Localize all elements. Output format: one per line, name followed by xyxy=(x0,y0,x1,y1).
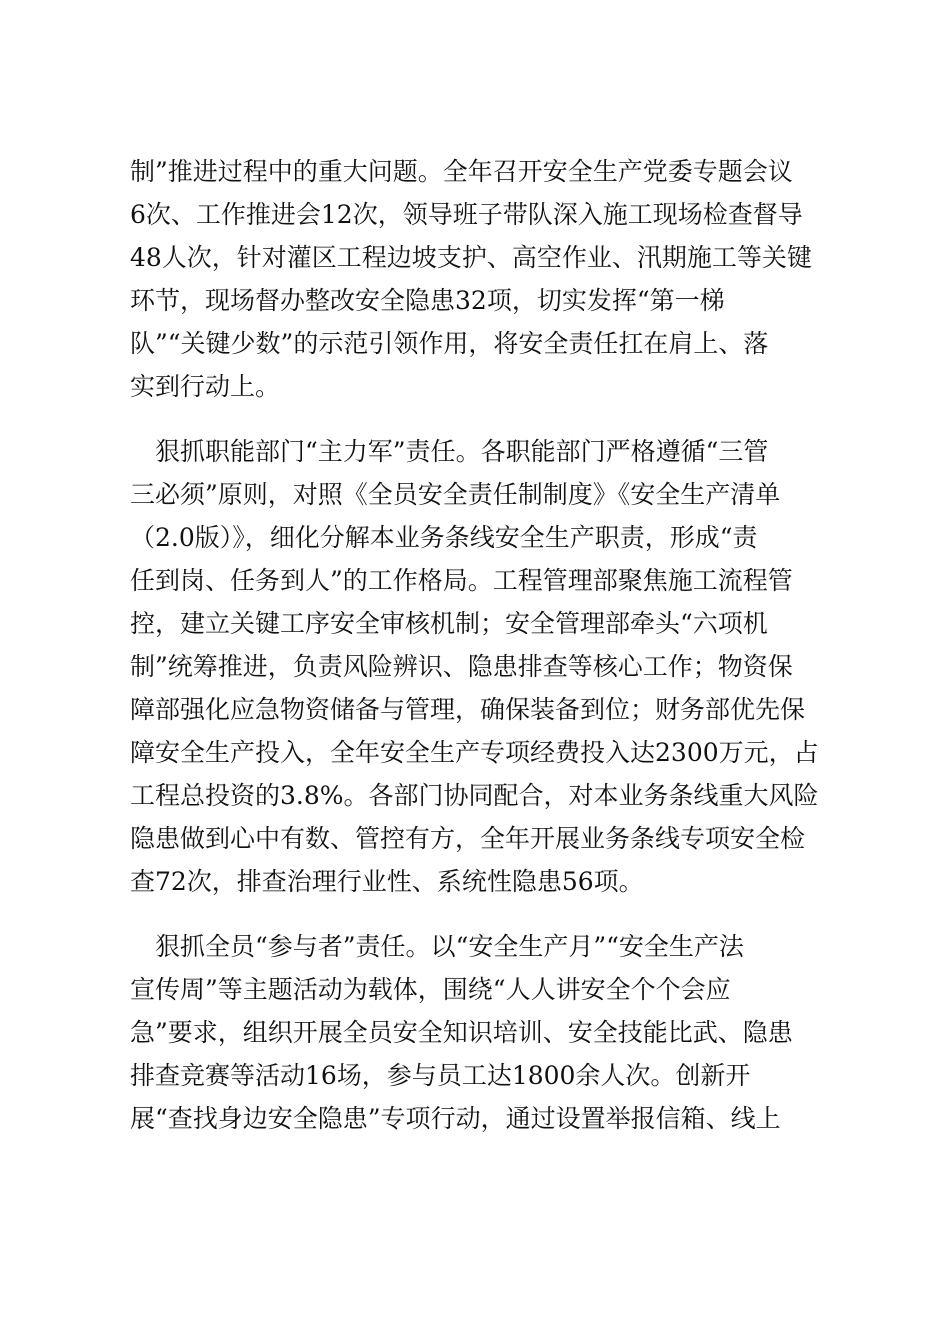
text-line: 48人次，针对灌区工程边坡支护、高空作业、汛期施工等关键 xyxy=(130,243,812,272)
text-line: 狠抓职能部门“主力军”责任。各职能部门严格遵循“三管 xyxy=(130,437,769,466)
text-line: 障安全生产投入，全年安全生产专项经费投入达2300万元，占 xyxy=(130,738,819,767)
text-line: 工程总投资的3.8%。各部门协同配合，对本业务条线重大风险 xyxy=(130,781,819,810)
text-line: 隐患做到心中有数、管控有方，全年开展业务条线专项安全检 xyxy=(130,824,806,853)
text-line: 环节，现场督办整改安全隐患32项，切实发挥“第一梯 xyxy=(130,286,725,315)
text-line: 障部强化应急物资储备与管理，确保装备到位；财务部优先保 xyxy=(130,695,806,724)
text-line: 狠抓全员“参与者”责任。以“安全生产月”“安全生产法 xyxy=(130,932,744,961)
text-line: 队”“关键少数”的示范引领作用，将安全责任扛在肩上、落 xyxy=(130,329,769,358)
text-line: 实到行动上。 xyxy=(130,372,281,401)
text-line: 宣传周”等主题活动为载体，围绕“人人讲安全个个会应 xyxy=(130,975,731,1004)
text-line: 查72次，排查治理行业性、系统性隐患56项。 xyxy=(130,867,644,896)
text-line: 急”要求，组织开展全员安全知识培训、安全技能比武、隐患 xyxy=(130,1018,793,1047)
text-line: （2.0版）》，细化分解本业务条线安全生产职责，形成“责 xyxy=(130,523,758,552)
text-line: 制”推进过程中的重大问题。全年召开安全生产党委专题会议 xyxy=(130,157,793,186)
text-line: 展“查找身边安全隐患”专项行动，通过设置举报信箱、线上 xyxy=(130,1104,781,1133)
text-line: 6次、工作推进会12次，领导班子带队深入施工现场检查督导 xyxy=(130,200,803,229)
text-line: 三必须”原则，对照《全员安全责任制制度》《安全生产清单 xyxy=(130,480,781,509)
text-line: 控，建立关键工序安全审核机制；安全管理部牵头“六项机 xyxy=(130,609,768,638)
text-line: 排查竞赛等活动16场，参与员工达1800余人次。创新开 xyxy=(130,1061,751,1090)
text-line: 任到岗、任务到人”的工作格局。工程管理部聚焦施工流程管 xyxy=(130,566,793,595)
text-line: 制”统筹推进，负责风险辨识、隐患排查等核心工作；物资保 xyxy=(130,652,793,681)
